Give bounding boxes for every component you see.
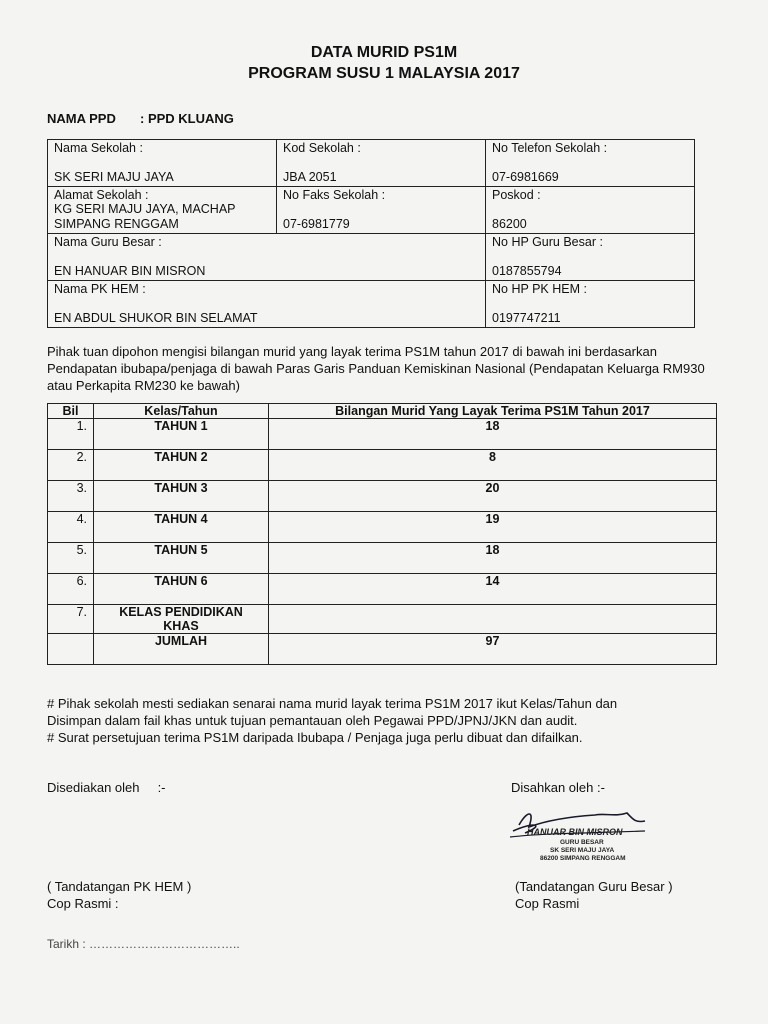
ppd-label: NAMA PPD	[47, 111, 116, 126]
pk-hem-value: EN ABDUL SHUKOR BIN SELAMAT	[54, 311, 258, 325]
poskod-label: Poskod :	[492, 188, 541, 202]
row-bil: 1.	[48, 419, 94, 450]
row-bil: 2.	[48, 450, 94, 481]
disahkan-oleh: Disahkan oleh :-	[511, 780, 605, 795]
faks-value: 07-6981779	[283, 217, 350, 231]
kod-sekolah-value: JBA 2051	[283, 170, 337, 184]
notes	[47, 695, 727, 746]
row-bilangan: 19	[269, 512, 717, 543]
alamat-line1: KG SERI MAJU JAYA, MACHAP	[54, 202, 236, 216]
alamat-line2: SIMPANG RENGGAM	[54, 217, 179, 231]
row-bilangan	[269, 605, 717, 634]
row-bil: 5.	[48, 543, 94, 574]
tandatangan-pk-hem: ( Tandatangan PK HEM )	[47, 879, 192, 894]
table-row	[48, 605, 717, 634]
note-line2: Disimpan dalam fail khas untuk tujuan pemantauan oleh Pegawai PPD/JPNJ/JKN dan audit.	[47, 713, 578, 728]
signature-stamp	[505, 803, 655, 863]
nama-sekolah-label: Nama Sekolah :	[54, 141, 143, 155]
row-bilangan: 14	[269, 574, 717, 605]
row-bilangan: 20	[269, 481, 717, 512]
guru-besar-cell	[48, 234, 486, 281]
hp-pk-label: No HP PK HEM :	[492, 282, 587, 296]
faks-cell	[277, 187, 486, 234]
alamat-cell	[48, 187, 277, 234]
kod-sekolah-label: Kod Sekolah :	[283, 141, 361, 155]
alamat-label: Alamat Sekolah :	[54, 188, 149, 202]
ppd-line	[47, 111, 234, 126]
row-bilangan: 8	[269, 450, 717, 481]
row-bil: 3.	[48, 481, 94, 512]
tandatangan-guru-besar: (Tandatangan Guru Besar )	[515, 879, 673, 894]
student-count-table	[47, 403, 717, 665]
stamp-role: GURU BESAR	[560, 839, 604, 846]
row-kelas: TAHUN 5	[94, 543, 269, 574]
hp-gb-label: No HP Guru Besar :	[492, 235, 603, 249]
table-row	[48, 481, 717, 512]
ppd-value: : PPD KLUANG	[140, 111, 234, 126]
telefon-label: No Telefon Sekolah :	[492, 141, 608, 155]
row-bil: 6.	[48, 574, 94, 605]
nama-sekolah-value: SK SERI MAJU JAYA	[54, 170, 174, 184]
row-kelas: TAHUN 2	[94, 450, 269, 481]
header-bil: Bil	[48, 404, 94, 419]
jumlah-row	[48, 634, 717, 665]
hp-pk-cell	[486, 281, 695, 328]
header-kelas: Kelas/Tahun	[94, 404, 269, 419]
row-bil: 4.	[48, 512, 94, 543]
stamp-address: 86200 SIMPANG RENGGAM	[540, 855, 626, 862]
telefon-cell	[486, 140, 695, 187]
table-row	[48, 512, 717, 543]
poskod-cell	[486, 187, 695, 234]
faks-label: No Faks Sekolah :	[283, 188, 386, 202]
instruction-paragraph: Pihak tuan dipohon mengisi bilangan murid yang layak terima PS1M tahun 2017 di bawah ini berdasarkan Pendapatan ibubapa/penjaga di bawah Paras Garis Panduan Kemiskinan Nasional (Pendapatan Keluarga RM930 atau Perkapita RM230 ke bawah)	[47, 344, 705, 393]
stamp-school: SK SERI MAJU JAYA	[550, 847, 615, 854]
row-bilangan: 18	[269, 419, 717, 450]
row-kelas: TAHUN 6	[94, 574, 269, 605]
header-bilangan: Bilangan Murid Yang Layak Terima PS1M Tahun 2017	[269, 404, 717, 419]
row-kelas: TAHUN 4	[94, 512, 269, 543]
table-row	[48, 450, 717, 481]
cop-rasmi-gb: Cop Rasmi	[515, 896, 580, 911]
hp-gb-cell	[486, 234, 695, 281]
table-row	[48, 543, 717, 574]
note-line3: # Surat persetujuan terima PS1M daripada Ibubapa / Penjaga juga perlu dibuat dan difailkan.	[47, 730, 583, 745]
row-kelas: TAHUN 1	[94, 419, 269, 450]
row-bilangan: 18	[269, 543, 717, 574]
hp-pk-value: 0197747211	[492, 311, 561, 325]
hp-gb-value: 0187855794	[492, 264, 562, 278]
table-row	[48, 419, 717, 450]
table-row	[48, 574, 717, 605]
guru-besar-label: Nama Guru Besar :	[54, 235, 162, 249]
document-title: DATA MURID PS1M	[310, 44, 458, 61]
nama-sekolah-cell	[48, 140, 277, 187]
telefon-value: 07-6981669	[492, 170, 559, 184]
disediakan-oleh: Disediakan oleh :-	[47, 780, 166, 795]
jumlah-label: JUMLAH	[94, 634, 269, 665]
jumlah-value: 97	[269, 634, 717, 665]
document-subtitle: PROGRAM SUSU 1 MALAYSIA 2017	[248, 65, 520, 82]
row-kelas: TAHUN 3	[94, 481, 269, 512]
kod-sekolah-cell	[277, 140, 486, 187]
table-header-row	[48, 404, 717, 419]
school-info-table	[47, 139, 695, 328]
tarikh-line: Tarikh : ………………………………..	[47, 937, 240, 951]
pk-hem-label: Nama PK HEM :	[54, 282, 146, 296]
pk-hem-cell	[48, 281, 486, 328]
cop-rasmi-pk: Cop Rasmi :	[47, 896, 119, 911]
guru-besar-value: EN HANUAR BIN MISRON	[54, 264, 206, 278]
row-bil: 7.	[48, 605, 94, 634]
stamp-name: HANUAR BIN MISRON	[527, 827, 623, 837]
row-kelas: KELAS PENDIDIKAN KHAS	[94, 605, 269, 634]
poskod-value: 86200	[492, 217, 527, 231]
note-line1: # Pihak sekolah mesti sediakan senarai nama murid layak terima PS1M 2017 ikut Kelas/Tahun dan	[47, 696, 618, 711]
jumlah-bil-empty	[48, 634, 94, 665]
